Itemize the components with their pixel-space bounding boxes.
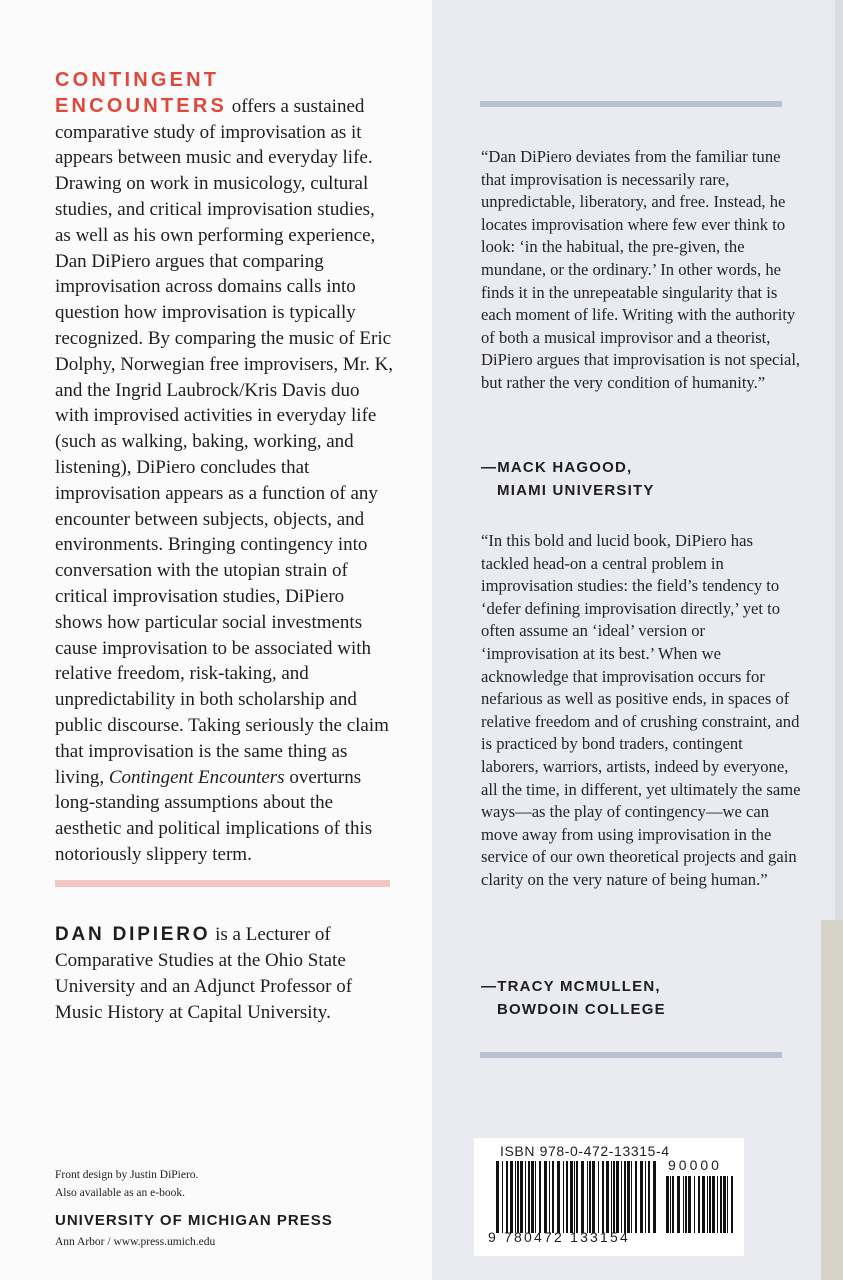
barcode-bar	[525, 1161, 526, 1233]
barcode-bar	[544, 1161, 547, 1233]
endorsement-quote-2: “In this bold and lucid book, DiPiero has tackled head-on a central problem in improvisation studies: the field’s tendency to ‘defer defining improvisation directly,’ yet to often assume an ‘ideal’ version or ‘improvisation at its best.’ When we acknowledge that improvisation occurs for nefarious as well as positive ends, in spaces of relative freedom and of crushing constraint, and is practiced by bond traders, contingent laborers, warriors, artists, indeed by everyone, all the time, in different, yet ultimately the same ways—as the play of contingency—we can move away from using improvisation in the service of our own theoretical projects and gain clarity on the very nature of being human.”	[481, 531, 801, 889]
barcode-bar	[606, 1161, 609, 1233]
barcode-bar	[677, 1176, 680, 1233]
endorser-affiliation-1: MIAMI UNIVERSITY	[497, 482, 655, 499]
barcode-bar	[621, 1161, 622, 1233]
author-bio-text: is a Lecturer of Comparative Studies at the Ohio State University and an Adjunct Professor of Music History at Capital University.	[55, 924, 353, 1023]
barcode-bar	[670, 1176, 671, 1233]
barcode-bar	[727, 1176, 728, 1233]
barcode-bar	[698, 1176, 700, 1233]
barcode-bar	[515, 1161, 516, 1233]
cover-edge-shadow	[821, 920, 843, 1280]
book-title-italic: Contingent Encounters	[108, 766, 285, 788]
barcode-bar	[688, 1176, 691, 1233]
barcode-digits: 9 780472 133154	[488, 1229, 630, 1245]
barcode-bar	[531, 1161, 534, 1233]
barcode-bar	[720, 1176, 722, 1233]
barcode-bar	[576, 1161, 578, 1233]
barcode-bar	[666, 1176, 669, 1233]
barcode-bar	[592, 1161, 595, 1233]
barcode-bar	[707, 1176, 708, 1233]
endorser-affiliation-2: BOWDOIN COLLEGE	[497, 1001, 666, 1018]
barcode-bar	[631, 1161, 632, 1233]
barcode-bar	[552, 1161, 554, 1233]
endorsement-attribution-2	[481, 975, 666, 1021]
barcode-bar	[589, 1161, 591, 1233]
barcode-bar	[672, 1176, 674, 1233]
barcode-bar	[613, 1161, 615, 1233]
barcode-bar	[653, 1161, 656, 1233]
author-bio	[55, 922, 395, 1026]
price-code: 90000	[668, 1157, 722, 1173]
barcode-bar	[694, 1176, 695, 1233]
barcode-bar	[712, 1176, 715, 1233]
barcode-bar	[574, 1161, 575, 1233]
barcode-bar	[635, 1161, 637, 1233]
barcode-bars	[496, 1161, 656, 1233]
divider-pink	[55, 880, 390, 887]
barcode-bar	[520, 1161, 523, 1233]
barcode-bar	[557, 1161, 560, 1233]
barcode-bar	[496, 1161, 499, 1233]
description-text-end: overturns long-standing assumptions about the aesthetic and political implications of this notoriously slippery term.	[55, 766, 373, 865]
barcode-bar	[648, 1161, 650, 1233]
design-credit: Front design by Justin DiPiero.	[55, 1169, 199, 1181]
barcode-bar	[502, 1161, 503, 1233]
barcode-bar	[731, 1176, 733, 1233]
credits	[55, 1166, 198, 1202]
barcode-bar	[709, 1176, 711, 1233]
barcode-addon-bars	[666, 1176, 736, 1233]
barcode-bar	[611, 1161, 612, 1233]
endorsement-attribution-1	[481, 456, 655, 502]
barcode-bar	[539, 1161, 541, 1233]
barcode-bar	[535, 1161, 536, 1233]
book-description	[55, 68, 395, 868]
barcode-bar	[528, 1161, 530, 1233]
endorser-name-2: —TRACY MCMULLEN,	[481, 978, 661, 995]
barcode-bar	[587, 1161, 588, 1233]
endorser-name-1: —MACK HAGOOD,	[481, 459, 633, 476]
barcode-bar	[581, 1161, 584, 1233]
barcode-bar	[598, 1161, 599, 1233]
isbn-number: ISBN 978-0-472-13315-4	[500, 1143, 670, 1159]
barcode-bar	[683, 1176, 684, 1233]
barcode-bar	[602, 1161, 604, 1233]
endorsement-quote-1: “Dan DiPiero deviates from the familiar tune that improvisation is necessarily rare, unpredictable, liberatory, and free. Instead, he locates improvisation where few ever think to look: ‘in the habitual, the pre-given, the mundane, or the ordinary.’ In other words, he finds it in the unrepeatable singularity that is each moment of life. Writing with the authority of both a musical improvisor and a theorist, DiPiero argues that improvisation is not special, but rather the very condition of humanity.”	[481, 147, 801, 392]
barcode-bar	[645, 1161, 646, 1233]
barcode-bar	[549, 1161, 550, 1233]
barcode-bar	[517, 1161, 519, 1233]
barcode-bar	[563, 1161, 564, 1233]
barcode-bar	[624, 1161, 626, 1233]
divider-blue-bottom	[480, 1052, 782, 1058]
publisher-name: UNIVERSITY OF MICHIGAN PRESS	[55, 1212, 333, 1229]
book-title: CONTINGENT ENCOUNTERS	[55, 69, 228, 117]
barcode-bar	[506, 1161, 508, 1233]
barcode-bar	[702, 1176, 705, 1233]
barcode-bar	[723, 1176, 726, 1233]
barcode-bar	[570, 1161, 573, 1233]
divider-blue-top	[480, 101, 782, 107]
barcode-bar	[566, 1161, 568, 1233]
barcode-bar	[640, 1161, 643, 1233]
barcode-bar	[685, 1176, 687, 1233]
publisher-info: Ann Arbor / www.press.umich.edu	[55, 1236, 216, 1248]
barcode-bar	[717, 1176, 718, 1233]
barcode-bar	[616, 1161, 619, 1233]
barcode-bar	[627, 1161, 630, 1233]
description-text: offers a sustained comparative study of improvisation as it appears between music and everyday life. Drawing on work in musicology, cultural studies, and critical improvisation studies, as well as his own performing experience, Dan DiPiero argues that comparing improvisation across domains calls into question how improvisation is typically recognized. By comparing the music of Eric Dolphy, Norwegian free improvisers, Mr. K, and the Ingrid Laubrock/Kris Davis duo with improvised activities in everyday life (such as walking, baking, working, and listening), DiPiero concludes that improvisation appears as a function of any encounter between subjects, objects, and environments. Bringing contingency into conversation with the utopian strain of critical improvisation studies, DiPiero shows how particular social investments cause improvisation to be associated with relative freedom, risk-taking, and unpredictability in both scholarship and public discourse. Taking seriously the claim that improvisation is the same thing as living,	[55, 95, 394, 788]
author-name: DAN DIPIERO	[55, 924, 211, 945]
ebook-note: Also available as an e-book.	[55, 1187, 185, 1199]
barcode-bar	[510, 1161, 513, 1233]
